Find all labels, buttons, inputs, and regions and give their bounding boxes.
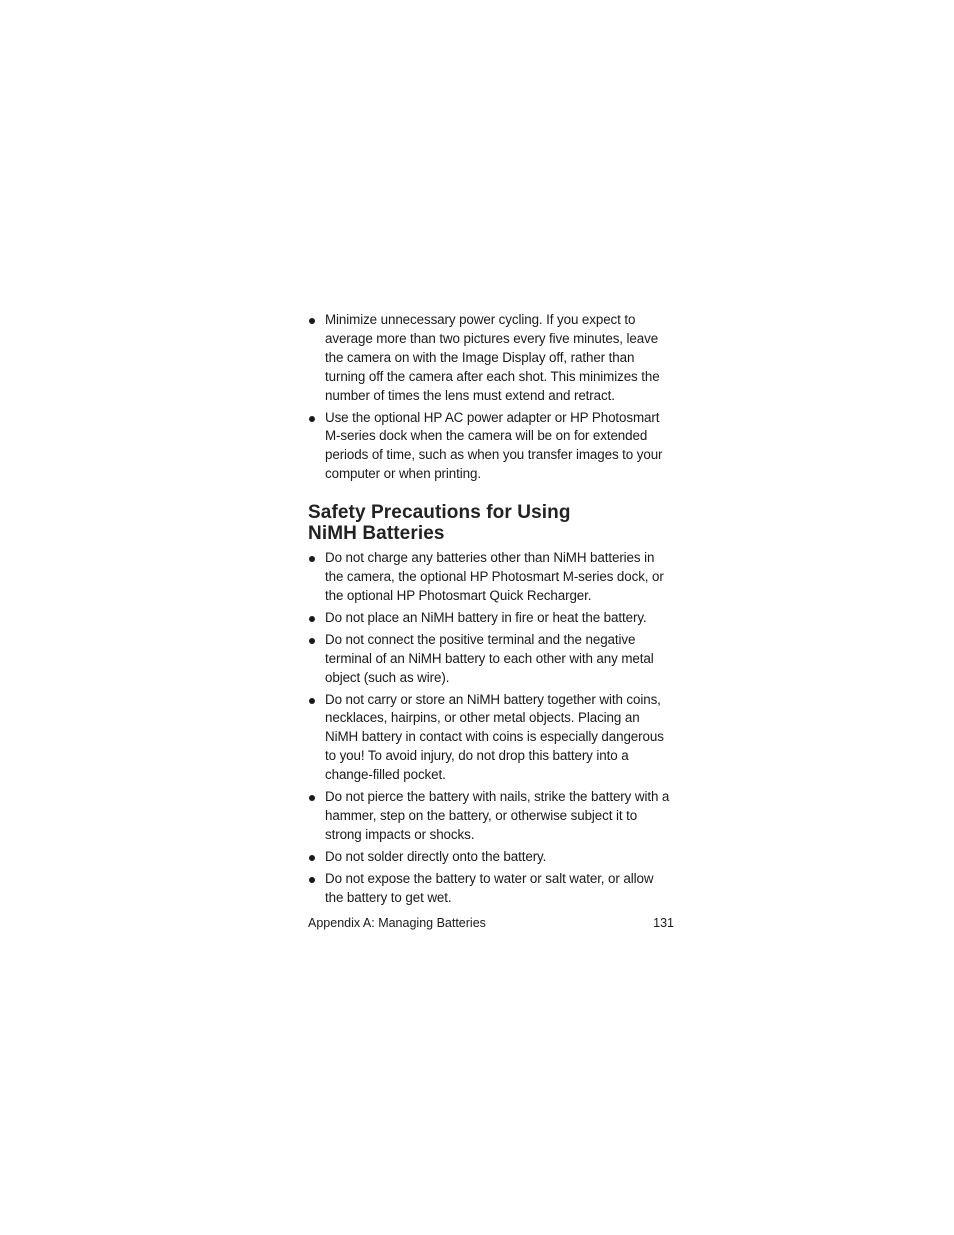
bullet-icon bbox=[309, 795, 315, 801]
bullet-icon bbox=[309, 556, 315, 562]
bullet-icon bbox=[309, 877, 315, 883]
bullet-icon bbox=[309, 855, 315, 861]
list-item bbox=[308, 631, 674, 688]
page-footer bbox=[308, 915, 674, 931]
list-item-text: Do not solder directly onto the battery. bbox=[325, 848, 547, 864]
bullet-icon bbox=[309, 698, 315, 704]
list-item-text: Do not carry or store an NiMH battery together with coins, necklaces, hairpins, or other metal objects. Placing an NiMH battery in contact with coins is especially dangerous to you! To avoid injury, do not drop this battery into a change-filled pocket. bbox=[325, 691, 664, 783]
list-item-text: Do not pierce the battery with nails, strike the battery with a hammer, step on the battery, or otherwise subject it to strong impacts or shocks. bbox=[325, 789, 670, 842]
safety-bullet-list bbox=[308, 549, 674, 907]
bullet-icon bbox=[309, 616, 315, 622]
list-item bbox=[308, 409, 674, 485]
list-item-text: Use the optional HP AC power adapter or HP Photosmart M-series dock when the camera will be on for extended periods of time, such as when you transfer images to your computer or when printing. bbox=[325, 409, 663, 482]
section-heading bbox=[308, 502, 674, 544]
footer-chapter-title: Appendix A: Managing Batteries bbox=[308, 916, 486, 930]
list-item bbox=[308, 311, 674, 406]
page-content bbox=[308, 311, 674, 910]
list-item-text: Do not place an NiMH battery in fire or heat the battery. bbox=[325, 609, 647, 625]
list-item bbox=[308, 549, 674, 606]
section-heading-line-1: Safety Precautions for Using bbox=[308, 502, 571, 524]
list-item bbox=[308, 691, 674, 786]
list-item-text: Do not charge any batteries other than NiMH batteries in the camera, the optional HP Photosmart M-series dock, or the optional HP Photosmart Quick Recharger. bbox=[325, 550, 664, 603]
list-item-text: Do not connect the positive terminal and the negative terminal of an NiMH battery to each other with any metal object (such as wire). bbox=[325, 631, 654, 685]
section-heading-line-2: NiMH Batteries bbox=[308, 523, 445, 545]
list-item bbox=[308, 788, 674, 845]
list-item-text: Do not expose the battery to water or salt water, or allow the battery to get wet. bbox=[325, 870, 654, 905]
bullet-icon bbox=[309, 416, 315, 422]
list-item bbox=[308, 609, 674, 628]
list-item bbox=[308, 870, 674, 908]
list-item-text: Minimize unnecessary power cycling. If you expect to average more than two pictures every five minutes, leave the camera on with the Image Display off, rather than turning off the camera after each shot. This minimizes the number of times the lens must extend and retract. bbox=[325, 312, 660, 403]
intro-bullet-list bbox=[308, 311, 674, 484]
list-item bbox=[308, 848, 674, 867]
bullet-icon bbox=[309, 638, 315, 644]
page-number: 131 bbox=[653, 916, 674, 930]
bullet-icon bbox=[309, 318, 315, 324]
